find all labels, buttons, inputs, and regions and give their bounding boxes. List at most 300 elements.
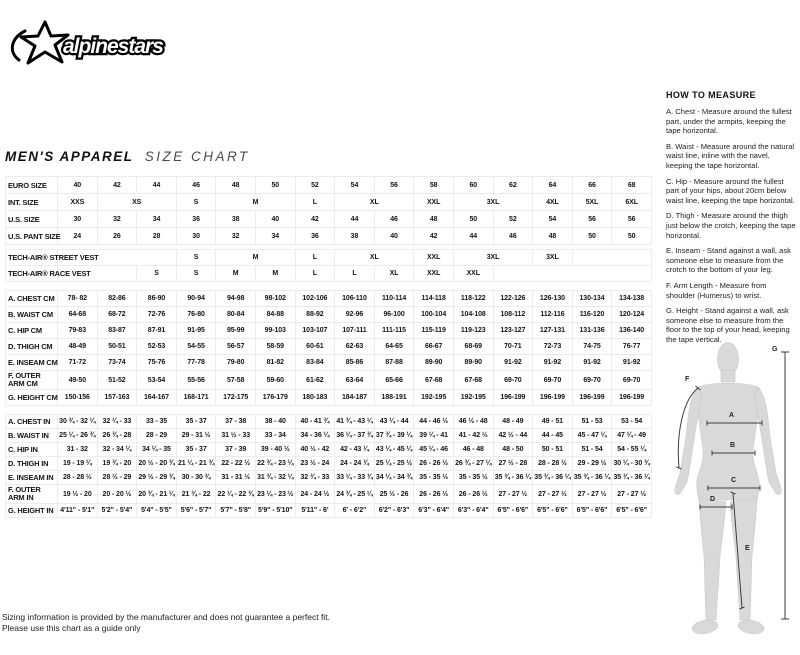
size-value-cell: 54 — [335, 177, 375, 194]
table-row — [6, 266, 652, 282]
size-value-cell: 20 ¾ - 21 ¼ — [137, 485, 177, 504]
size-value-cell: 66-67 — [414, 339, 454, 355]
size-value-cell: 122-126 — [493, 291, 533, 307]
size-value-cell: 74-75 — [572, 339, 612, 355]
size-value-cell: 69-70 — [533, 371, 573, 390]
footer-line-2: Please use this chart as a guide only — [2, 623, 141, 633]
size-value-cell: 35 ¾ - 36 ¼ — [572, 471, 612, 485]
size-value-cell: 30 — [176, 228, 216, 245]
size-value-cell: 66 — [572, 177, 612, 194]
table-row — [6, 323, 652, 339]
size-value-cell: S — [176, 266, 216, 282]
size-value-cell: 58 — [414, 177, 454, 194]
size-value-cell: 20 - 20 ½ — [97, 485, 137, 504]
size-value-cell: L — [295, 266, 335, 282]
size-value-cell: 37 ¾ - 39 ¼ — [374, 429, 414, 443]
size-value-cell: 196-199 — [533, 390, 573, 406]
size-value-cell: 25 ¼ - 26 ¾ — [58, 429, 98, 443]
size-value-cell: 35 ¾ - 36 ¼ — [493, 471, 533, 485]
size-value-cell: 23 ½ - 24 — [295, 457, 335, 471]
size-value-cell: 49-50 — [58, 371, 98, 390]
size-value-cell: 31 ½ - 33 — [216, 429, 256, 443]
size-value-cell: 54 — [533, 211, 573, 228]
row-label: E. INSEAM IN — [6, 471, 58, 485]
size-value-cell: XL — [374, 266, 414, 282]
size-value-cell: 6'5" - 6'6" — [612, 504, 652, 518]
size-value-cell: 46 ½ - 48 — [453, 415, 493, 429]
size-value-cell: 19 - 19 ¼ — [58, 457, 98, 471]
size-value-cell: 35 ¾ - 36 ¼ — [533, 471, 573, 485]
size-value-cell: 28 - 28 ½ — [533, 457, 573, 471]
size-value-cell: 52-53 — [137, 339, 177, 355]
size-value-cell: 21 ¾ - 22 — [176, 485, 216, 504]
size-value-cell: 43 ¼ - 45 ¼ — [374, 443, 414, 457]
size-value-cell: 42 - 43 ¼ — [335, 443, 375, 457]
size-value-cell: 86-90 — [137, 291, 177, 307]
size-value-cell: 78- 82 — [58, 291, 98, 307]
measure-instruction: D. Thigh - Measure around the thigh just below the crotch, keeping the tape horizontal. — [666, 211, 796, 240]
size-value-cell: 104-108 — [453, 307, 493, 323]
size-value-cell: 50 — [612, 228, 652, 245]
size-value-cell: 41 ¾ - 43 ¼ — [335, 415, 375, 429]
size-value-cell: 123-127 — [493, 323, 533, 339]
size-value-cell: 22 - 22 ½ — [216, 457, 256, 471]
size-value-cell: 26 ¾ - 28 — [97, 429, 137, 443]
size-value-cell — [572, 250, 651, 266]
size-value-cell: 83-84 — [295, 355, 335, 371]
size-value-cell: 3XL — [533, 250, 573, 266]
size-value-cell: 114-118 — [414, 291, 454, 307]
size-value-cell: 3XL — [453, 194, 532, 211]
size-value-cell: 25 ¼ - 25 ½ — [374, 457, 414, 471]
size-value-cell: 134-138 — [612, 291, 652, 307]
size-value-cell: 32 — [97, 211, 137, 228]
size-value-cell: 76-77 — [612, 339, 652, 355]
measure-instruction: C. Hip - Measure around the fullest part of your hips, about 20cm below waist line, keeping the tape horizontal. — [666, 176, 795, 205]
size-value-cell: 46 — [176, 177, 216, 194]
size-value-cell: 29 - 31 ½ — [176, 429, 216, 443]
table-row — [6, 307, 652, 323]
footer-line-1: Sizing information is provided by the manufacturer and does not guarantee a perfect fit. — [2, 612, 330, 622]
size-value-cell: 46 - 48 — [453, 443, 493, 457]
size-value-cell: 54-55 — [176, 339, 216, 355]
size-value-cell: 24 ¾ - 25 ¼ — [335, 485, 375, 504]
size-value-cell: 91-92 — [612, 355, 652, 371]
size-value-cell: 22 ¼ - 22 ¾ — [216, 485, 256, 504]
size-value-cell: 102-106 — [295, 291, 335, 307]
size-value-cell: 64-65 — [374, 339, 414, 355]
size-value-cell: 130-134 — [572, 291, 612, 307]
size-value-cell: 75-76 — [137, 355, 177, 371]
size-value-cell: 4XL — [533, 194, 573, 211]
row-label: D. THIGH CM — [6, 339, 58, 355]
table-row — [6, 390, 652, 406]
size-value-cell: 28 - 28 ½ — [58, 471, 98, 485]
size-value-cell: 80-84 — [216, 307, 256, 323]
label-A: A — [729, 412, 735, 419]
row-label: TECH-AIR® STREET VEST — [6, 250, 58, 266]
size-value-cell: 35 - 35 ½ — [453, 471, 493, 485]
row-label: C. HIP CM — [6, 323, 58, 339]
size-value-cell: 188-191 — [374, 390, 414, 406]
table-row — [6, 371, 652, 390]
size-value-cell: 67-68 — [453, 371, 493, 390]
size-value-cell: 52 — [493, 211, 533, 228]
size-value-cell: 42 — [414, 228, 454, 245]
size-value-cell: 56 — [374, 177, 414, 194]
row-label: U.S. SIZE — [6, 211, 58, 228]
size-value-cell: 40 — [58, 177, 98, 194]
page-title — [5, 149, 250, 164]
title-bold: MEN'S APPAREL — [5, 149, 134, 164]
row-label: G. HEIGHT CM — [6, 390, 58, 406]
size-value-cell: 58-59 — [255, 339, 295, 355]
size-value-cell: 32 ¼ - 33 — [97, 415, 137, 429]
size-value-cell: 6'5" - 6'6" — [493, 504, 533, 518]
size-value-cell: 90-94 — [176, 291, 216, 307]
size-value-cell: 44 - 45 — [533, 429, 573, 443]
size-value-cell: 65-66 — [374, 371, 414, 390]
size-value-cell: 184-187 — [335, 390, 375, 406]
size-value-cell: 196-199 — [572, 390, 612, 406]
size-value-cell: 6XL — [612, 194, 652, 211]
size-value-cell: 62 — [493, 177, 533, 194]
size-value-cell: 68-69 — [453, 339, 493, 355]
size-value-cell: 164-167 — [137, 390, 177, 406]
size-value-cell: 45 ¼ - 46 — [414, 443, 454, 457]
size-value-cell: 27 - 27 ½ — [493, 485, 533, 504]
size-value-cell: 196-199 — [493, 390, 533, 406]
size-value-cell: 40 — [255, 211, 295, 228]
size-value-cell: 91-95 — [176, 323, 216, 339]
size-value-cell: 94-98 — [216, 291, 256, 307]
size-value-cell: 36 — [176, 211, 216, 228]
size-value-cell: 91-92 — [493, 355, 533, 371]
size-value-cell: 27 - 27 ½ — [533, 485, 573, 504]
size-value-cell: 6'5" - 6'6" — [533, 504, 573, 518]
size-value-cell: 21 ¼ - 21 ¾ — [176, 457, 216, 471]
size-value-cell: 19 ½ - 20 — [58, 485, 98, 504]
size-value-cell: 50 — [572, 228, 612, 245]
size-value-cell: 84-88 — [255, 307, 295, 323]
size-value-cell: 28 - 29 — [137, 429, 177, 443]
size-value-cell: 62-63 — [335, 339, 375, 355]
size-value-cell: 48 — [533, 228, 573, 245]
size-value-cell: 34 ¼ - 35 — [137, 443, 177, 457]
size-value-cell: 89-90 — [453, 355, 493, 371]
body-measurement-diagram — [658, 338, 800, 655]
size-value-cell: 33 - 35 — [137, 415, 177, 429]
size-value-cell: 38 — [216, 211, 256, 228]
size-value-cell: 57-58 — [216, 371, 256, 390]
size-value-cell: 126-130 — [533, 291, 573, 307]
size-value-cell: 112-116 — [533, 307, 573, 323]
size-value-cell: 34 ¼ - 34 ¾ — [374, 471, 414, 485]
row-label: TECH-AIR® RACE VEST — [6, 266, 58, 282]
size-value-cell: 5'4" - 5'5" — [137, 504, 177, 518]
row-label: E. INSEAM CM — [6, 355, 58, 371]
size-value-cell: 110-114 — [374, 291, 414, 307]
size-value-cell: 29 ½ - 29 ¾ — [137, 471, 177, 485]
size-value-cell: 4'11" - 5'1" — [58, 504, 98, 518]
size-value-cell: 68-72 — [97, 307, 137, 323]
size-value-cell: 50 — [255, 177, 295, 194]
size-value-cell: 44 — [335, 211, 375, 228]
size-value-cell: 120-124 — [612, 307, 652, 323]
size-value-cell: 30 — [58, 211, 98, 228]
table-row — [6, 429, 652, 443]
size-value-cell: 157-163 — [97, 390, 137, 406]
size-value-cell: 50 — [453, 211, 493, 228]
table-row — [6, 485, 652, 504]
size-value-cell: 106-110 — [335, 291, 375, 307]
table-row — [6, 443, 652, 457]
table-row — [6, 291, 652, 307]
label-F: F — [685, 376, 690, 383]
size-value-cell: M — [216, 194, 295, 211]
size-value-cell: 36 — [295, 228, 335, 245]
size-value-cell: 31 ¾ - 32 ¼ — [255, 471, 295, 485]
size-value-cell: 96-100 — [374, 307, 414, 323]
size-chart-table — [5, 176, 652, 518]
size-value-cell: 38 - 40 — [255, 415, 295, 429]
size-value-cell: 192-195 — [414, 390, 454, 406]
body-silhouette-image — [675, 343, 781, 636]
size-value-cell: S — [137, 266, 177, 282]
size-value-cell: 48-49 — [58, 339, 98, 355]
size-value-cell: 50-51 — [97, 339, 137, 355]
size-value-cell: 5'9" - 5'10" — [255, 504, 295, 518]
size-value-cell: 46 — [374, 211, 414, 228]
size-value-cell: 85-86 — [335, 355, 375, 371]
size-value-cell: 51-52 — [97, 371, 137, 390]
row-label: G. HEIGHT IN — [6, 504, 58, 518]
size-value-cell: 44 — [453, 228, 493, 245]
size-value-cell: 22 ¾ - 23 ¼ — [255, 457, 295, 471]
size-value-cell: 30 - 30 ¾ — [176, 471, 216, 485]
size-value-cell: 35 - 37 — [176, 443, 216, 457]
table-row — [6, 355, 652, 371]
size-value-cell: 111-115 — [374, 323, 414, 339]
size-value-cell: 73-74 — [97, 355, 137, 371]
size-value-cell: 79-80 — [216, 355, 256, 371]
table-section-spacer — [6, 406, 652, 415]
row-label: INT. SIZE — [6, 194, 58, 211]
size-value-cell: L — [295, 250, 335, 266]
size-value-cell: 91-92 — [572, 355, 612, 371]
size-value-cell: 26 ¾ - 27 ¼ — [453, 457, 493, 471]
size-value-cell: 27 - 27 ½ — [572, 485, 612, 504]
size-value-cell: 59-60 — [255, 371, 295, 390]
size-value-cell: 119-123 — [453, 323, 493, 339]
size-value-cell: 35 ¾ - 36 ¼ — [612, 471, 652, 485]
size-value-cell: 45 - 47 ¼ — [572, 429, 612, 443]
row-label: B. WAIST CM — [6, 307, 58, 323]
size-value-cell: 108-112 — [493, 307, 533, 323]
size-value-cell: 92-96 — [335, 307, 375, 323]
size-value-cell: 54 - 55 ¼ — [612, 443, 652, 457]
size-value-cell: 172-175 — [216, 390, 256, 406]
size-value-cell: 39 ¼ - 41 — [414, 429, 454, 443]
size-value-cell: 127-131 — [533, 323, 573, 339]
size-value-cell: 89-90 — [414, 355, 454, 371]
row-label: F. OUTER ARM CM — [6, 371, 58, 390]
size-value-cell: 33 ¼ - 33 ¾ — [335, 471, 375, 485]
size-value-cell: 6'3" - 6'4" — [414, 504, 454, 518]
size-value-cell: 47 ¼ - 49 — [612, 429, 652, 443]
row-label: B. WAIST IN — [6, 429, 58, 443]
size-value-cell: 38 — [335, 228, 375, 245]
size-value-cell: 116-120 — [572, 307, 612, 323]
size-value-cell: 26 - 26 ½ — [414, 485, 454, 504]
size-value-cell: 103-107 — [295, 323, 335, 339]
table-row — [6, 471, 652, 485]
size-value-cell: 6'2" - 6'3" — [374, 504, 414, 518]
size-value-cell: 115-119 — [414, 323, 454, 339]
size-value-cell: 27 ½ - 28 — [493, 457, 533, 471]
size-value-cell: XL — [335, 194, 414, 211]
size-value-cell: 87-88 — [374, 355, 414, 371]
how-to-measure-heading: HOW TO MEASURE — [666, 90, 756, 100]
size-value-cell: 71-72 — [58, 355, 98, 371]
size-value-cell: 37 - 39 — [216, 443, 256, 457]
size-value-cell: 82-86 — [97, 291, 137, 307]
size-value-cell: 64 — [533, 177, 573, 194]
size-value-cell: 51 - 53 — [572, 415, 612, 429]
table-row — [6, 177, 652, 194]
size-value-cell: 79-83 — [58, 323, 98, 339]
size-value-cell: 44 — [137, 177, 177, 194]
size-value-cell: L — [295, 194, 335, 211]
row-label: C. HIP IN — [6, 443, 58, 457]
size-value-cell: 48 — [216, 177, 256, 194]
measure-instruction: F. Arm Length - Measure from shoulder (Humerus) to wrist. — [666, 280, 767, 300]
size-value-cell: 49 - 51 — [533, 415, 573, 429]
size-value-cell: 6'5" - 6'6" — [572, 504, 612, 518]
table-section-spacer — [6, 282, 652, 291]
size-value-cell: 100-104 — [414, 307, 454, 323]
size-value-cell: 20 ½ - 20 ¾ — [137, 457, 177, 471]
size-value-cell: 36 ¼ - 37 ¾ — [335, 429, 375, 443]
size-value-cell: 107-111 — [335, 323, 375, 339]
size-value-cell: 51 - 54 — [572, 443, 612, 457]
size-value-cell: 24 - 24 ¾ — [335, 457, 375, 471]
size-value-cell: 77-78 — [176, 355, 216, 371]
size-value-cell: 48 - 50 — [493, 443, 533, 457]
size-value-cell: 26 — [97, 228, 137, 245]
label-E: E — [745, 545, 750, 552]
size-value-cell: 5'2" - 5'4" — [97, 504, 137, 518]
size-value-cell: 5'7" - 5'8" — [216, 504, 256, 518]
row-label: U.S. PANT SIZE — [6, 228, 58, 245]
size-value-cell: 31 - 31 ½ — [216, 471, 256, 485]
size-value-cell: 88-92 — [295, 307, 335, 323]
size-value-cell: 23 ¼ - 23 ½ — [255, 485, 295, 504]
size-value-cell: 42 — [295, 211, 335, 228]
size-value-cell: 176-179 — [255, 390, 295, 406]
size-value-cell: 5XL — [572, 194, 612, 211]
table-row — [6, 339, 652, 355]
size-value-cell: 26 - 26 ½ — [414, 457, 454, 471]
size-value-cell: XXL — [453, 266, 493, 282]
alpinestars-wordmark: alpinestars — [63, 35, 163, 58]
size-value-cell: 42 — [97, 177, 137, 194]
footer-disclaimer — [2, 612, 330, 634]
measure-instruction: E. Inseam - Stand against a wall, ask someone else to measure from the crotch to the bottom of your leg. — [666, 246, 791, 275]
size-value-cell: 46 — [493, 228, 533, 245]
table-row — [6, 250, 652, 266]
size-value-cell: XXL — [414, 266, 454, 282]
size-value-cell: 39 - 40 ½ — [255, 443, 295, 457]
size-value-cell — [493, 266, 651, 282]
size-value-cell: 3XL — [453, 250, 532, 266]
label-B: B — [730, 442, 736, 449]
row-label: D. THIGH IN — [6, 457, 58, 471]
size-value-cell: 95-99 — [216, 323, 256, 339]
size-value-cell: 68 — [612, 177, 652, 194]
size-value-cell: 69-70 — [493, 371, 533, 390]
size-value-cell: 76-80 — [176, 307, 216, 323]
size-value-cell: 32 — [216, 228, 256, 245]
size-value-cell: 55-56 — [176, 371, 216, 390]
size-value-cell: 61-62 — [295, 371, 335, 390]
size-value-cell: XXS — [58, 194, 98, 211]
size-value-cell: XL — [335, 250, 414, 266]
size-value-cell: 19 ¾ - 20 — [97, 457, 137, 471]
size-value-cell: 56 — [612, 211, 652, 228]
size-value-cell: 60-61 — [295, 339, 335, 355]
row-label: F. OUTER ARM IN — [6, 485, 58, 504]
height-line — [781, 352, 789, 619]
size-value-cell: 99-103 — [255, 323, 295, 339]
table-row — [6, 194, 652, 211]
size-value-cell: 28 — [137, 228, 177, 245]
size-value-cell: 35 - 35 ½ — [414, 471, 454, 485]
size-value-cell: 34 — [255, 228, 295, 245]
title-light: SIZE CHART — [144, 149, 250, 164]
table-row — [6, 415, 652, 429]
size-value-cell: 30 ¾ - 32 ¼ — [58, 415, 98, 429]
size-value-cell: 24 - 24 ½ — [295, 485, 335, 504]
size-value-cell: 91-92 — [533, 355, 573, 371]
size-value-cell: 50 - 51 — [533, 443, 573, 457]
size-value-cell: M — [216, 266, 256, 282]
size-value-cell: 34 - 36 ¼ — [295, 429, 335, 443]
size-value-cell: 98-102 — [255, 291, 295, 307]
size-value-cell: 5'6" - 5'7" — [176, 504, 216, 518]
size-value-cell: 30 ¼ - 30 ¾ — [612, 457, 652, 471]
size-value-cell: 136-140 — [612, 323, 652, 339]
table-row — [6, 504, 652, 518]
size-value-cell: 5'11" - 6' — [295, 504, 335, 518]
table-row — [6, 211, 652, 228]
size-value-cell: 150-156 — [58, 390, 98, 406]
row-label: EURO SIZE — [6, 177, 58, 194]
size-value-cell: 60 — [453, 177, 493, 194]
size-value-cell: 56-57 — [216, 339, 256, 355]
size-value-cell: 192-195 — [453, 390, 493, 406]
size-value-cell: 67-68 — [414, 371, 454, 390]
size-value-cell: 83-87 — [97, 323, 137, 339]
label-C: C — [731, 477, 737, 484]
size-value-cell: S — [176, 194, 216, 211]
size-value-cell: 6'3" - 6'4" — [453, 504, 493, 518]
measure-instruction: B. Waist - Measure around the natural waist line, inline with the navel, keeping the tape horizontal. — [666, 141, 795, 170]
label-G: G — [772, 346, 778, 353]
how-to-measure-panel — [666, 90, 797, 350]
size-value-cell: 33 - 34 — [255, 429, 295, 443]
size-value-cell: 40 - 41 ¾ — [295, 415, 335, 429]
